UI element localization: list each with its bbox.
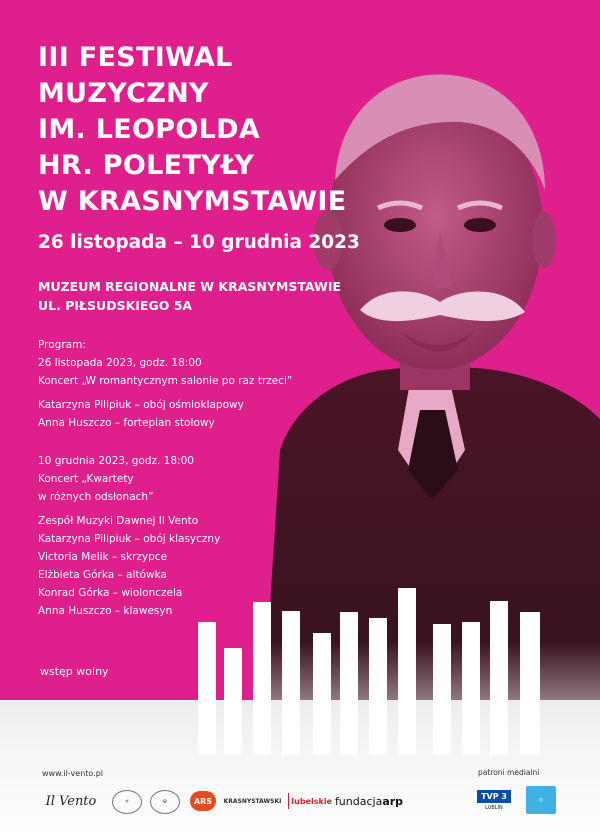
venue-address [38, 277, 341, 315]
venue-name: MUZEUM REGIONALNE W KRASNYMSTAWIE [38, 279, 342, 294]
piano-key [198, 622, 216, 755]
concert-2-performer: Zespół Muzyki Dawnej Il Vento [38, 515, 199, 527]
media-patrons-label: patroni medialni [478, 768, 540, 777]
piano-key [282, 611, 300, 755]
tvp3-lublin-logo [474, 786, 514, 814]
concert-2-performer: Anna Huszczo – klawesyn [38, 605, 173, 617]
program-section [38, 336, 292, 620]
title-line: MUZYCZNY [38, 78, 209, 109]
arp-text: arp [382, 794, 404, 808]
piano-key [490, 601, 508, 755]
radio-logo-icon: ◎ [526, 786, 556, 814]
concert-1-performer: Katarzyna Pilipiuk – obój ośmioklapowy [38, 399, 244, 411]
piano-key [313, 633, 331, 755]
festival-dates: 26 listopada – 10 grudnia 2023 [38, 232, 360, 253]
title-line: W KRASNYMSTAWIE [38, 186, 347, 217]
ars-logo: ARS [190, 791, 216, 811]
lubelskie-logo-text: lubelskie [291, 796, 332, 806]
title-line: IM. LEOPOLDA [38, 114, 261, 145]
tvp3-sub-text: LUBLIN [485, 804, 503, 811]
piano-key [520, 612, 540, 755]
piano-key [369, 618, 387, 755]
concert-2-performer: Konrad Górka – wiolonczela [38, 587, 183, 599]
tvp3-text: TVP 3 [477, 790, 511, 803]
concert-2-performer: Elżbieta Górka – altówka [38, 569, 167, 581]
piano-key [462, 622, 480, 755]
concert-1-title: Koncert „W romantycznym salonie po raz trzeci” [38, 375, 293, 387]
krasnystaw-logo-text: KRASNYSTAWSKI [223, 797, 282, 805]
program-label: Program: [38, 339, 86, 351]
il-vento-logo: Il Vento [45, 793, 97, 809]
krasnystaw-logo [223, 788, 282, 814]
title-line: III FESTIWAL [38, 42, 233, 73]
lubelskie-mark-icon [288, 793, 289, 809]
concert-1-datetime: 26 listopada 2023, godz. 18:00 [38, 357, 202, 369]
church-emblem-icon: ✠ [150, 790, 180, 814]
concert-2-title: w różnych odsłonach” [38, 491, 154, 503]
website-link[interactable]: www.il-vento.pl [42, 769, 104, 778]
concert-2-datetime: 10 grudnia 2023, godz. 18:00 [38, 455, 194, 467]
fundacja-arp-logo [334, 788, 404, 814]
piano-key [340, 612, 358, 755]
concert-2-title: Koncert „Kwartety [38, 473, 134, 485]
concert-2-performer: Katarzyna Pilipiuk – obój klasyczny [38, 533, 221, 545]
venue-street: UL. PIŁSUDSKIEGO 5A [38, 298, 193, 313]
festival-title [38, 40, 398, 220]
fundacja-text: fundacja [334, 794, 383, 808]
title-line: HR. POLETYŁY [38, 150, 255, 181]
concert-2-performer: Victoria Melik – skrzypce [38, 551, 168, 563]
piano-key [398, 588, 416, 755]
circle-emblem-icon: ⚜ [112, 790, 142, 814]
piano-key [433, 624, 451, 755]
free-entry-note: wstęp wolny [40, 665, 109, 678]
piano-key [224, 648, 242, 755]
piano-key [253, 602, 271, 755]
concert-1-performer: Anna Huszczo – fortepian stołowy [38, 417, 215, 429]
lubelskie-logo [288, 788, 332, 814]
